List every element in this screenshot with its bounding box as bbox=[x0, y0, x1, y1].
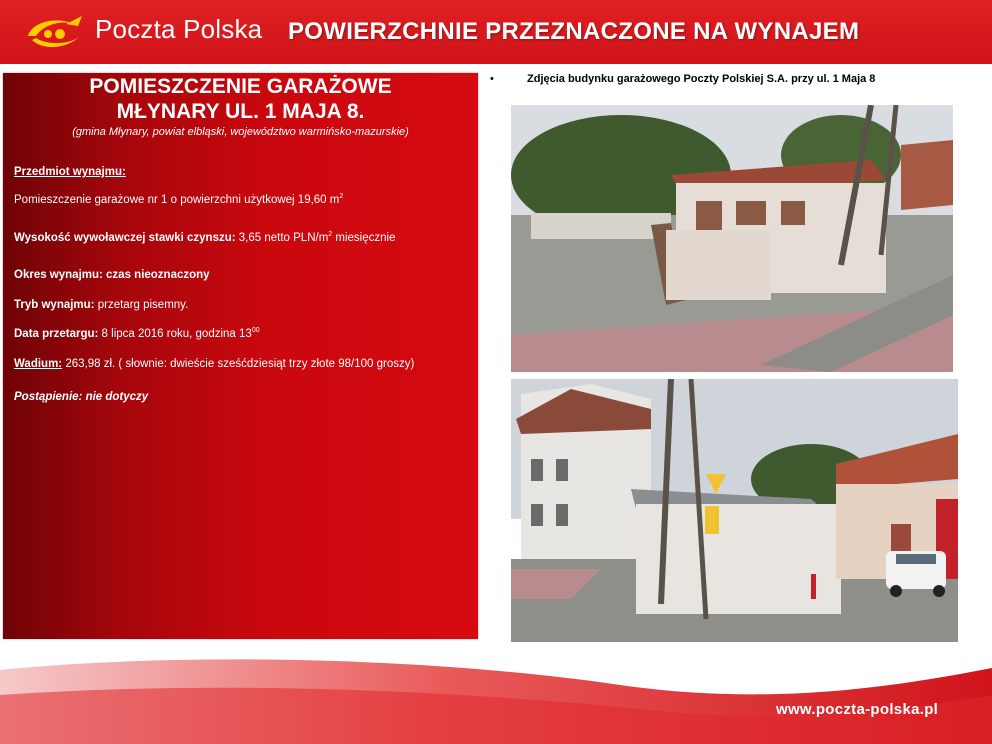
rate-row: Wysokość wywoławczej stawki czynszu: 3,65 netto PLN/$m^2$ miesięcznie bbox=[14, 231, 396, 244]
property-title-line2: MŁYNARY UL. 1 MAJA 8. bbox=[116, 100, 365, 123]
photos-caption: Zdjęcia budynku garażowego Poczty Polskiej S.A. przy ul. 1 Maja 8 bbox=[527, 73, 876, 85]
header-bar bbox=[0, 0, 992, 64]
rental-period: Okres wynajmu: czas nieoznaczony bbox=[14, 269, 210, 281]
offer-details-panel bbox=[3, 73, 478, 639]
garage-photo-2 bbox=[511, 379, 958, 642]
header-divider bbox=[0, 64, 992, 68]
garage-photo-1 bbox=[511, 105, 953, 372]
subject-label: Przedmiot wynajmu: bbox=[14, 166, 126, 178]
page-title: POWIERZCHNIE PRZEZNACZONE NA WYNAJEM bbox=[288, 18, 860, 45]
property-location: (gmina Młynary, powiat elbląski, województwo warmińsko-mazurskie) bbox=[72, 126, 409, 138]
brand-name: Poczta Polska bbox=[95, 14, 263, 44]
footer-wave bbox=[0, 650, 992, 744]
deposit-row: Wadium: 263,98 zł. ( słownie: dwieście sześćdziesiąt trzy złote 98/100 groszy) bbox=[14, 358, 415, 370]
tender-date: Data przetargu: 8 lipca 2016 roku, godzina $13^{00}$ bbox=[14, 327, 260, 340]
subject-text: Pomieszczenie garażowe nr 1 o powierzchni użytkowej 19,60 $m^2$ bbox=[14, 193, 344, 206]
website-link[interactable]: www.poczta-polska.pl bbox=[776, 701, 939, 718]
caption-bullet: • bbox=[490, 73, 494, 85]
rental-mode: Tryb wynajmu: przetarg pisemny. bbox=[14, 299, 189, 311]
property-title-line1: POMIESZCZENIE GARAŻOWE bbox=[89, 75, 392, 98]
increment-row: Postąpienie: nie dotyczy bbox=[14, 391, 149, 403]
